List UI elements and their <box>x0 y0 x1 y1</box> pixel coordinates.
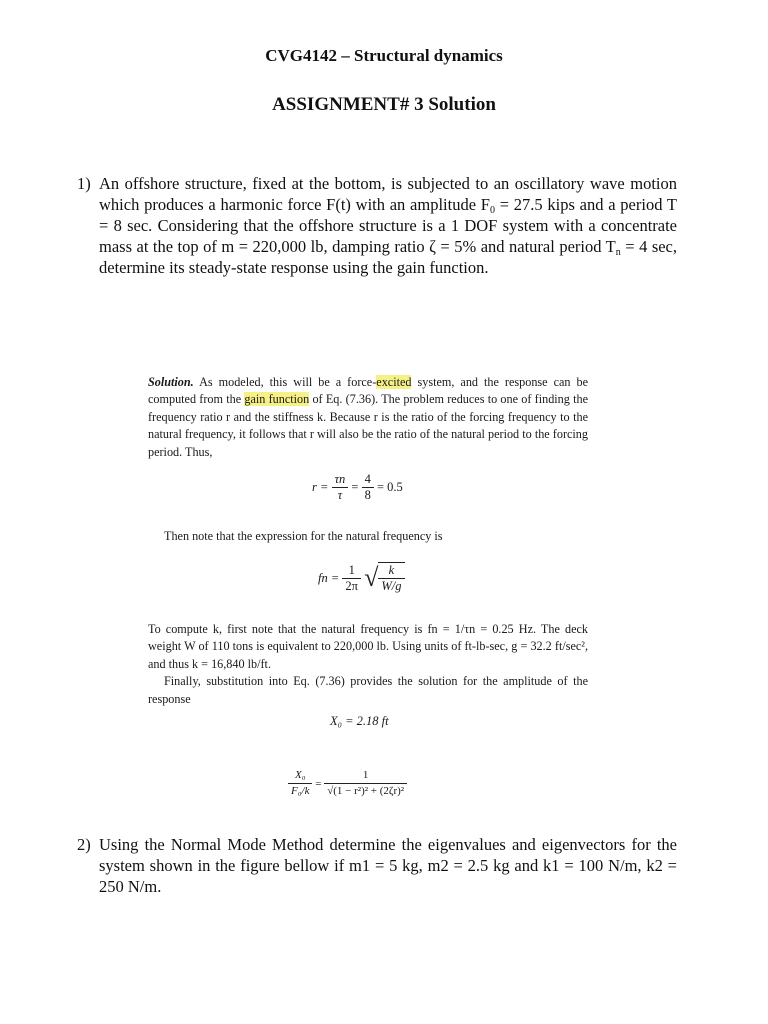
question-2-number: 2) <box>77 835 91 854</box>
highlight-gain-function: gain function <box>244 392 310 407</box>
question-2-text: Using the Normal Mode Method determine the eigenvalues and eigenvectors for the system shown in the figure bellow if m1 = 5 kg, m2 = 2.5 kg and k1 = 100 N/m, k2 = 250 N/m. <box>99 835 677 896</box>
question-2 <box>77 834 677 897</box>
question-1-text: An offshore structure, fixed at the bottom, is subjected to an oscillatory wave motion which produces a harmonic force F(t) with an amplitude $F_0 = 27.5$ kips and a period T = 8 sec. Considering that the offshore structure is a 1 DOF system with a concentrate mass at the top of m = 220,000 lb, damping ratio ζ = 5% and natural period $T_n = 4$ sec, determine its steady-state response using the gain function. <box>99 174 678 277</box>
highlight-excited: excited <box>376 375 412 389</box>
solution-paragraph-2: Then note that the expression for the natural frequency is <box>164 529 443 543</box>
equation-natural-frequency: fn = $\frac{1}{2\pi}$ √ $\frac{k}{W/g}$ <box>318 562 405 594</box>
solution-excerpt <box>148 374 588 461</box>
question-1 <box>77 173 677 278</box>
assignment-title: ASSIGNMENT# 3 Solution <box>272 94 496 115</box>
question-1-number: 1) <box>77 174 91 193</box>
solution-paragraph-1: Solution. As modeled, this will be a force-excited system, and the response can be computed from the gain function of Eq. (7.36). The problem reduces to one of finding the frequency ratio r and the stiffness k. Because r is the ratio of the forcing frequency to the natural frequency, it follows that r will also be the ratio of the natural period to the forcing period. Thus, <box>148 375 589 459</box>
equation-frequency-ratio: r = $\frac{\tau n}{\tau}$ = $\frac{4}{8}$ = 0.5 <box>312 472 403 502</box>
solution-paragraph-3: To compute k, first note that the natural frequency is fn = 1/τn = 0.25 Hz. The deck weight W of 110 tons is equivalent to 220,000 lb. Using units of ft-lb-sec, g = 32.2 ft/sec², and thus k = 16,840 lb/ft. Finally, substitution into Eq. (7.36) provides the solution for the amplitude of the response <box>148 622 588 706</box>
equation-amplitude: X₀ = 2.18 ft <box>330 714 389 728</box>
course-title: CVG4142 – Structural dynamics <box>265 46 503 65</box>
equation-gain-function: $\frac{\text{X₀}}{\text{F₀/k}}$ = $\frac{1}{\text{√(1 − r²)² + (2ζr)²}}$ <box>288 768 407 799</box>
